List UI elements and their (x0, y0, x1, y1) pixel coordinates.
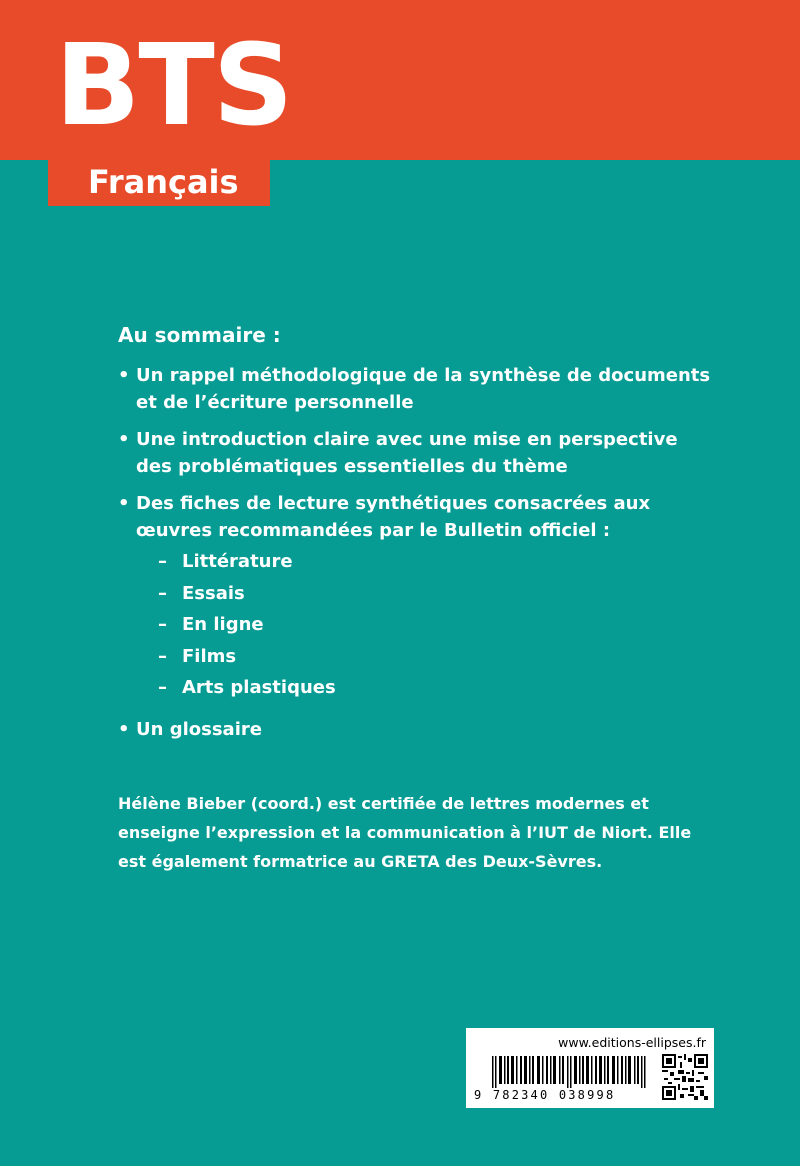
dash-icon: – (158, 677, 167, 698)
works-sublist (136, 548, 718, 706)
summary-section (118, 322, 718, 753)
isbn-number: 9 782340 038998 (474, 1088, 616, 1102)
summary-item (118, 490, 718, 706)
summary-item (118, 716, 718, 743)
works-category (136, 611, 718, 643)
works-category-label: Essais (182, 582, 245, 604)
summary-item (118, 362, 718, 416)
works-category (136, 580, 718, 612)
bullet-icon: • (118, 365, 130, 386)
summary-item-text: Une introduction claire avec une mise en perspective des problématiques essentielles du thème (136, 429, 678, 477)
works-category-label: En ligne (182, 614, 264, 635)
summary-item-text: Des fiches de lecture synthétiques consacrées aux œuvres recommandées par le Bulletin officiel : (136, 493, 651, 541)
summary-item-text: Un rappel méthodologique de la synthèse de documents et de l’écriture personnelle (136, 365, 711, 413)
series-title: BTS (55, 21, 292, 151)
works-category-label: Littérature (182, 551, 293, 572)
summary-heading: Au sommaire : (118, 323, 281, 347)
works-category (136, 674, 718, 706)
subject-title: Français (88, 163, 239, 201)
works-category (136, 548, 718, 580)
works-category-label: Films (182, 645, 237, 667)
bullet-icon: • (118, 429, 130, 450)
bullet-icon: • (118, 493, 130, 514)
qr-code-icon (662, 1054, 708, 1100)
publisher-website: www.editions-ellipses.fr (558, 1035, 706, 1050)
works-category-label: Arts plastiques (182, 677, 336, 698)
works-category (136, 643, 718, 675)
dash-icon: – (158, 645, 167, 667)
dash-icon: – (158, 614, 167, 635)
dash-icon: – (158, 551, 167, 572)
summary-item-text: Un glossaire (136, 718, 262, 740)
summary-item (118, 426, 718, 480)
barcode-icon (492, 1056, 652, 1088)
barcode-panel (466, 1028, 714, 1108)
author-bio: Hélène Bieber (coord.) est certifiée de lettres modernes et enseigne l’expression et la communication à l’IUT de Niort. Elle est également formatrice au GRETA des Deux-Sèvres. (118, 794, 692, 871)
bullet-icon: • (118, 718, 130, 740)
dash-icon: – (158, 582, 167, 604)
